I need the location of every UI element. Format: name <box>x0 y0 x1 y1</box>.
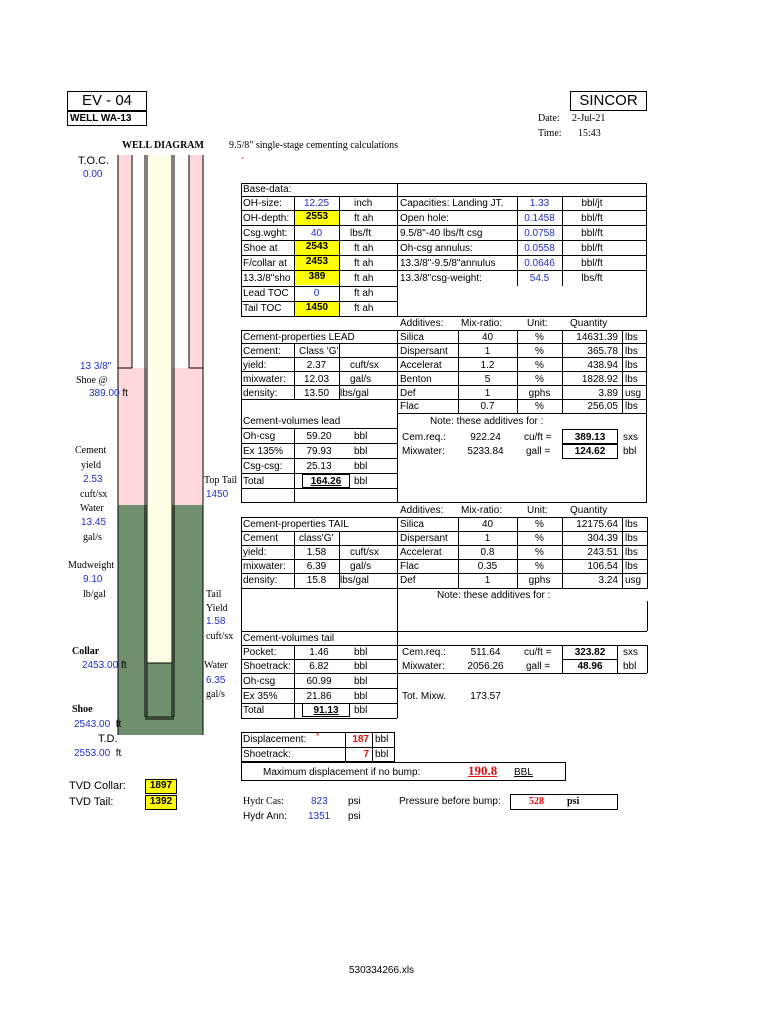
cap-label: Capacities: Landing JT. <box>400 198 504 209</box>
company-box <box>570 91 647 111</box>
cap-unit: lbs/ft <box>581 273 603 284</box>
tail-note: Note: these additives for : <box>437 590 551 601</box>
tail-mixwater-value: 2056.26 <box>467 661 504 672</box>
additive-ratio: 0.8 <box>480 547 495 558</box>
shoetrack-label: Shoetrack: <box>243 749 291 760</box>
lead-mixwater-label: Mixwater: <box>402 446 445 457</box>
additive-qty-unit: lbs <box>625 346 638 357</box>
base-value: 389 <box>295 271 339 285</box>
base-value: 2453 <box>295 256 339 270</box>
tail-vol-value: 21.86 <box>306 691 332 702</box>
company-name: SINCOR <box>579 92 638 109</box>
bump-pressure-label: Pressure before bump: <box>399 796 501 807</box>
additive-unit: % <box>535 547 544 558</box>
lead-title: Cement-properties LEAD <box>243 332 355 343</box>
lead-water-value: 13.45 <box>81 517 107 528</box>
lead-mixwater-value: 5233.84 <box>467 446 504 457</box>
tail-unit-header: Unit: <box>527 505 548 516</box>
max-displacement-label: Maximum displacement if no bump: <box>263 767 421 778</box>
td-depth: 2553.00 <box>74 748 111 759</box>
tail-vol-unit: bbl <box>354 705 368 716</box>
hydr-cas-value: 823 <box>311 796 328 807</box>
additive-ratio: 40 <box>481 519 494 530</box>
bump-pressure-box <box>510 794 618 810</box>
base-unit: ft ah <box>354 213 374 224</box>
lead-mixratio-header: Mix-ratio: <box>461 318 503 329</box>
lead-sacks-value: 389.13 <box>574 432 606 443</box>
base-unit: ft ah <box>354 288 374 299</box>
tvd-collar-value: 1897 <box>145 779 177 794</box>
base-label: F/collar at <box>243 258 287 269</box>
additive-qty-unit: usg <box>625 575 642 586</box>
tvd-tail-label: TVD Tail: <box>69 796 114 808</box>
mudweight-value: 9.10 <box>83 574 103 585</box>
tail-title: Cement-properties TAIL <box>243 519 349 530</box>
lead-cem-req-value: 922.24 <box>470 432 501 443</box>
additive-qty: 106.54 <box>587 561 618 572</box>
lead-vol-value: 25.13 <box>306 461 332 472</box>
lead-water-unit: gal/s <box>83 532 102 543</box>
lead-mixwater-unit: bbl <box>623 446 637 457</box>
shoetrack-unit: bbl <box>375 749 389 760</box>
tail-vol-value: 6.82 <box>309 661 329 672</box>
lead-prop-unit: lbs/gal <box>340 388 369 399</box>
well-name: WELL WA-13 <box>70 113 132 124</box>
tail-prop-label: yield: <box>243 547 267 558</box>
additive-unit: % <box>535 374 544 385</box>
title-box <box>67 91 147 111</box>
shoe-at-label: Shoe @ <box>76 375 108 386</box>
additive-qty-unit: lbs <box>625 533 638 544</box>
additive-qty: 3.89 <box>598 388 618 399</box>
tail-vol-label: Pocket: <box>243 647 277 658</box>
tail-prop-label: mixwater: <box>243 561 286 572</box>
lead-prop-value: 13.50 <box>303 388 330 399</box>
cap-label: 13.3/8"csg-weight: <box>400 273 482 284</box>
additive-ratio: 5 <box>484 374 491 385</box>
base-value: 1450 <box>295 302 339 316</box>
tvd-tail-value: 1392 <box>145 795 177 810</box>
tail-prop-label: density: <box>243 575 278 586</box>
tail-quantity-header: Quantity <box>570 505 608 516</box>
cap-unit: bbl/jt <box>581 198 603 209</box>
additive-name: Dispersant <box>400 533 448 544</box>
tvd-collar-label: TVD Collar: <box>69 780 126 792</box>
footer-filename: 530334266.xls <box>349 965 415 976</box>
displacement-unit: bbl <box>375 734 389 745</box>
lead-vol-unit: bbl <box>354 431 368 442</box>
hydr-cas-unit: psi <box>348 796 361 807</box>
tail-vol-label: Shoetrack: <box>243 661 291 672</box>
mudweight-unit: lb/gal <box>83 589 106 600</box>
toc-value: 0.00 <box>83 169 103 180</box>
well-name-box <box>67 111 147 126</box>
lead-yield-value: 2.53 <box>83 474 103 485</box>
tail-vol-unit: bbl <box>354 691 368 702</box>
lead-prop-unit: gal/s <box>350 374 372 385</box>
collar-unit: ft <box>120 660 127 671</box>
tail-vol-unit: bbl <box>354 647 368 658</box>
additive-unit: % <box>535 346 544 357</box>
additive-qty-unit: lbs <box>625 547 638 558</box>
lead-water-label: Water <box>80 503 104 514</box>
lead-mixwater-bbl: 124.62 <box>574 446 606 457</box>
additive-qty: 243.51 <box>587 547 618 558</box>
shoe-depth: 2543.00 <box>74 719 111 730</box>
cap-label: 13.3/8"-9.5/8"annulus <box>400 258 496 269</box>
base-label: 13.3/8"sho <box>243 273 291 284</box>
additive-qty-unit: lbs <box>625 332 638 343</box>
additive-unit: % <box>535 519 544 530</box>
well-diagram <box>110 155 205 735</box>
shoetrack-cement <box>147 663 172 715</box>
max-displacement-unit: BBL <box>514 767 533 778</box>
lead-vol-value: 59.20 <box>306 431 332 442</box>
additive-qty: 3.24 <box>598 575 618 586</box>
lead-gall-label: gall = <box>526 446 551 457</box>
cap-unit: bbl/ft <box>581 258 603 269</box>
tail-cem-req-label: Cem.req.: <box>402 647 446 658</box>
lead-volumes-title: Cement-volumes lead <box>243 416 341 427</box>
hydr-cas-label: Hydr Cas: <box>243 796 284 807</box>
lead-sacks-unit: sxs <box>623 432 638 443</box>
additive-name: Flac <box>400 561 419 572</box>
additive-name: Def <box>400 575 416 586</box>
additive-name: Silica <box>400 519 424 530</box>
tail-yield-unit: cuft/sx <box>206 631 234 642</box>
lead-vol-value: 79.93 <box>306 446 332 457</box>
tail-vol-label: Total <box>243 705 265 716</box>
production-casing-fluid <box>147 155 172 663</box>
lead-vol-label: Ex 135% <box>243 446 284 457</box>
tail-prop-value: 15.8 <box>306 575 327 586</box>
well-diagram-label: WELL DIAGRAM <box>122 140 204 151</box>
additive-ratio: 0.7 <box>480 401 495 412</box>
lead-prop-label: density: <box>243 388 278 399</box>
cap-label: 9.5/8"-40 lbs/ft csg <box>400 228 483 239</box>
collar-depth: 2453.00 <box>82 660 119 671</box>
additive-name: Flac <box>400 401 419 412</box>
base-label: OH-depth: <box>243 213 290 224</box>
report-title: EV - 04 <box>81 92 133 109</box>
lead-cem-req-label: Cem.req.: <box>402 432 446 443</box>
hydr-ann-unit: psi <box>348 811 361 822</box>
additive-ratio: 0.35 <box>477 561 498 572</box>
additive-ratio: 1 <box>484 533 491 544</box>
additive-unit: % <box>535 332 544 343</box>
lead-cuft-label: cu/ft = <box>524 432 552 443</box>
tail-mixwater-unit: bbl <box>623 661 637 672</box>
lead-unit-header: Unit: <box>527 318 548 329</box>
time-value: 15:43 <box>578 128 601 139</box>
cement-label: Cement <box>75 445 107 456</box>
additive-name: Benton <box>400 374 432 385</box>
tail-prop-value: 6.39 <box>306 561 327 572</box>
additive-ratio: 1 <box>484 575 491 586</box>
lead-quantity-header: Quantity <box>570 318 608 329</box>
bump-pressure-value: 528 <box>529 796 544 807</box>
additive-qty-unit: usg <box>625 388 642 399</box>
additive-name: Accelerat <box>400 360 442 371</box>
base-data-title: Base-data: <box>243 184 292 195</box>
additive-qty: 365.78 <box>587 346 618 357</box>
tail-volumes-title: Cement-volumes tail <box>243 633 335 644</box>
lead-yield-label: yield <box>81 460 101 471</box>
tail-water-value: 6.35 <box>206 675 226 686</box>
additive-name: Dispersant <box>400 346 448 357</box>
additive-qty: 304.39 <box>587 533 618 544</box>
tail-vol-unit: bbl <box>354 661 368 672</box>
lead-prop-unit: cuft/sx <box>350 360 379 371</box>
additive-name: Def <box>400 388 416 399</box>
tail-label: Tail <box>206 589 222 600</box>
displacement-star: * <box>316 731 320 741</box>
tail-gall-label: gall = <box>526 661 551 672</box>
additive-qty: 14631.39 <box>576 332 618 343</box>
tail-yield-value: 1.58 <box>206 616 226 627</box>
tail-tot-mixw-label: Tot. Mixw. <box>402 691 446 702</box>
tail-additives-header: Additives: <box>400 505 444 516</box>
lead-vol-label: Csg-csg: <box>243 461 283 472</box>
tail-prop-value: 1.58 <box>306 547 327 558</box>
shoetrack-value: 7 <box>363 749 369 760</box>
tail-vol-label: Ex 35% <box>243 691 278 702</box>
tail-mixwater-label: Mixwater: <box>402 661 445 672</box>
lead-vol-label: Oh-csg <box>243 431 276 442</box>
cap-value: 0.0758 <box>524 228 555 239</box>
tail-prop-unit: lbs/gal <box>340 575 369 586</box>
base-unit: ft ah <box>354 258 374 269</box>
tail-vol-unit: bbl <box>354 676 368 687</box>
tail-vol-label: Oh-csg <box>243 676 276 687</box>
additive-qty-unit: lbs <box>625 360 638 371</box>
tail-cement-value: class'G' <box>299 533 334 544</box>
cap-value: 1.33 <box>529 198 550 209</box>
time-label: Time: <box>538 128 562 139</box>
shoe-label: Shoe <box>72 704 93 715</box>
base-value: 0 <box>313 288 320 299</box>
displacement-label: Displacement: <box>243 734 307 745</box>
date-value: 2-Jul-21 <box>572 113 606 124</box>
cap-unit: bbl/ft <box>581 228 603 239</box>
surface-shoe-unit: ft <box>122 388 128 399</box>
base-label: OH-size: <box>243 198 282 209</box>
cap-value: 0.0646 <box>524 258 555 269</box>
toc-label: T.O.C. <box>78 155 110 167</box>
base-unit: inch <box>354 198 373 209</box>
additive-ratio: 1 <box>484 346 491 357</box>
bump-pressure-unit: psi <box>567 796 580 807</box>
additive-unit: % <box>535 360 544 371</box>
additive-qty: 1828.92 <box>581 374 618 385</box>
tail-sacks-value: 323.82 <box>574 647 606 658</box>
additive-qty-unit: lbs <box>625 401 638 412</box>
base-unit: lbs/ft <box>350 228 372 239</box>
td-unit: ft <box>115 748 122 759</box>
surface-shoe-depth: 389.00 <box>89 388 120 399</box>
additive-ratio: 1.2 <box>480 360 495 371</box>
additive-name: Silica <box>400 332 424 343</box>
lead-note: Note: these additives for : <box>430 416 544 427</box>
max-displacement-value: 190.8 <box>468 763 498 778</box>
cap-value: 0.1458 <box>524 213 555 224</box>
cap-value: 0.0558 <box>524 243 555 254</box>
additive-unit: gphs <box>528 575 551 586</box>
additive-ratio: 1 <box>484 388 491 399</box>
tail-total-volume: 91.13 <box>313 705 339 716</box>
additive-unit: gphs <box>528 388 551 399</box>
tail-vol-value: 60.99 <box>306 676 332 687</box>
tail-tot-mixw-value: 173.57 <box>470 691 501 702</box>
cap-label: Oh-csg annulus: <box>400 243 473 254</box>
hydr-ann-value: 1351 <box>308 811 331 822</box>
lead-vol-unit: bbl <box>354 461 368 472</box>
collar-label: Collar <box>72 646 100 657</box>
lead-vol-unit: bbl <box>354 476 368 487</box>
surface-casing-size: 13 3/8" <box>80 361 112 372</box>
hydr-ann-label: Hydr Ann: <box>243 811 287 822</box>
shoe-unit: ft <box>115 719 122 730</box>
base-value: 2553 <box>295 211 339 225</box>
tail-prop-unit: gal/s <box>350 561 372 572</box>
date-label: Date: <box>538 113 560 124</box>
additive-unit: % <box>535 533 544 544</box>
lead-prop-label: yield: <box>243 360 267 371</box>
base-label: Shoe at <box>243 243 278 254</box>
calc-dash: - <box>241 153 245 164</box>
displacement-value: 187 <box>352 734 369 745</box>
additive-unit: % <box>535 401 544 412</box>
tail-prop-unit: cuft/sx <box>350 547 379 558</box>
tail-mixratio-header: Mix-ratio: <box>461 505 503 516</box>
base-value: 2543 <box>295 241 339 255</box>
base-label: Csg.wght: <box>243 228 288 239</box>
top-tail-label: Top Tail <box>204 475 238 486</box>
lead-prop-value: 2.37 <box>306 360 327 371</box>
mudweight-label: Mudweight <box>68 560 115 571</box>
base-label: Tail TOC <box>243 303 282 314</box>
tail-sacks-unit: sxs <box>623 647 638 658</box>
tail-cem-req-value: 511.64 <box>470 647 501 658</box>
lead-prop-value: 12.03 <box>303 374 330 385</box>
additive-qty: 12175.64 <box>576 519 618 530</box>
tail-water-unit: gal/s <box>206 689 225 700</box>
lead-vol-label: Total <box>243 476 265 487</box>
base-unit: ft ah <box>354 303 374 314</box>
cap-unit: bbl/ft <box>581 213 603 224</box>
tail-vol-value: 1.46 <box>309 647 329 658</box>
lead-cement-label: Cement: <box>243 346 281 357</box>
lead-vol-unit: bbl <box>354 446 368 457</box>
base-label: Lead TOC <box>243 288 289 299</box>
tail-water-label: Water <box>204 660 228 671</box>
calc-title: 9.5/8" single-stage cementing calculations <box>229 140 399 151</box>
cap-label: Open hole: <box>400 213 449 224</box>
additive-qty-unit: lbs <box>625 374 638 385</box>
additive-name: Accelerat <box>400 547 442 558</box>
tail-cuft-label: cu/ft = <box>524 647 552 658</box>
base-unit: ft ah <box>354 273 374 284</box>
additive-qty: 256.05 <box>587 401 618 412</box>
base-value: 40 <box>310 228 323 239</box>
additive-qty: 438.94 <box>587 360 618 371</box>
td-label: T.D. <box>98 733 118 745</box>
additive-ratio: 40 <box>481 332 494 343</box>
lead-total-volume: 164.26 <box>310 476 342 487</box>
base-unit: ft ah <box>354 243 374 254</box>
additive-qty-unit: lbs <box>625 519 638 530</box>
base-value: 12.25 <box>303 198 330 209</box>
tail-mixwater-bbl: 48.96 <box>577 661 603 672</box>
lead-cement-value: Class 'G' <box>299 346 339 357</box>
lead-yield-unit: cuft/sx <box>80 489 108 500</box>
lead-prop-label: mixwater: <box>243 374 286 385</box>
top-tail-value: 1450 <box>206 489 229 500</box>
additive-qty-unit: lbs <box>625 561 638 572</box>
cap-value: 54.5 <box>529 273 550 284</box>
tail-cement-label: Cement <box>243 533 279 544</box>
additive-unit: % <box>535 561 544 572</box>
cap-unit: bbl/ft <box>581 243 603 254</box>
tail-yield-label: Yield <box>206 603 228 614</box>
lead-additives-header: Additives: <box>400 318 444 329</box>
